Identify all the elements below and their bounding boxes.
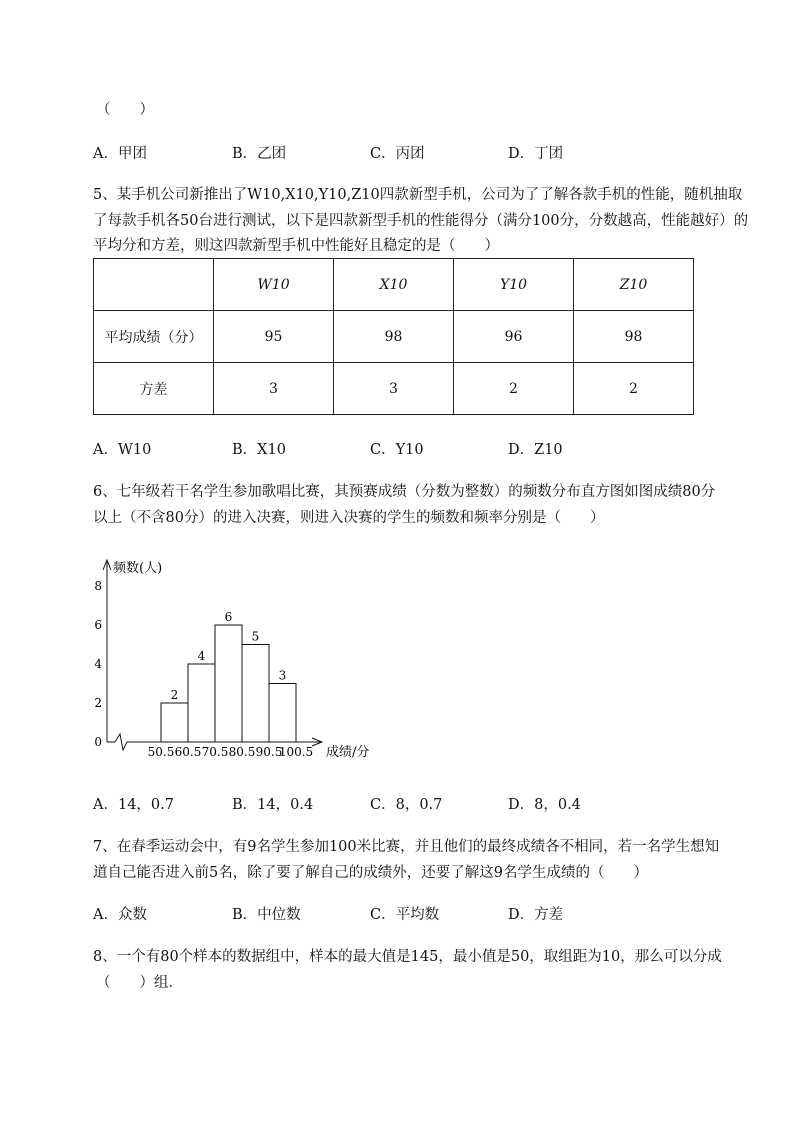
q6-option-a[interactable]: A．14，0.7 [93, 797, 174, 813]
y-tick-label: 0 [94, 735, 102, 749]
table-row-label: 方差 [94, 363, 214, 415]
table-row [94, 311, 694, 363]
table-cell: 2 [454, 363, 574, 415]
table-header-x10: X10 [334, 259, 454, 311]
q6-option-c[interactable]: C．8，0.7 [370, 797, 443, 813]
histogram-bar [188, 664, 215, 742]
q5-line-2: 了每款手机各50台进行测试，以下是四款新型手机的性能得分（满分100分，分数越高，性能越好）的 [93, 213, 749, 229]
table-cell: 3 [334, 363, 454, 415]
q7-option-c[interactable]: C．平均数 [370, 907, 440, 923]
y-tick-label: 4 [94, 657, 102, 671]
q6-line-1: 6、七年级若干名学生参加歌唱比赛，其预赛成绩（分数为整数）的频数分布直方图如图成绩80分 [93, 484, 716, 500]
y-axis-label: 频数(人) [113, 561, 163, 576]
y-tick-label: 6 [94, 618, 102, 632]
table-cell: 2 [574, 363, 694, 415]
histogram-bar [269, 684, 296, 743]
q4-option-d[interactable]: D．丁团 [508, 146, 564, 162]
table-cell: 3 [214, 363, 334, 415]
q4-option-a[interactable]: A．甲团 [93, 146, 147, 162]
x-axis-label: 成绩/分 [326, 745, 370, 760]
q6-option-b[interactable]: B．14，0.4 [232, 797, 314, 813]
x-tick-label: 90.5 [255, 745, 283, 759]
q5-option-a[interactable]: A．W10 [93, 442, 152, 458]
q5-option-c[interactable]: C．Y10 [370, 442, 424, 458]
q5-performance-table [93, 258, 694, 415]
table-header-z10: Z10 [574, 259, 694, 311]
y-tick-label: 8 [94, 579, 102, 593]
q6-option-d[interactable]: D．8，0.4 [508, 797, 581, 813]
table-row-label: 平均成绩（分） [94, 311, 214, 363]
q5-line-1: 5、某手机公司新推出了W10,X10,Y10,Z10四款新型手机，公司为了了解各款手机的性能，随机抽取 [93, 187, 743, 203]
histogram-bar [242, 645, 269, 743]
q6-line-2: 以上（不含80分）的进入决赛，则进入决赛的学生的频数和频率分别是（ ） [93, 510, 605, 526]
q5-line-3: 平均分和方差，则这四款新型手机中性能好且稳定的是（ ） [93, 238, 499, 254]
bar-data-label: 2 [170, 688, 179, 702]
q7-option-a[interactable]: A．众数 [93, 907, 147, 923]
x-tick-label: 50.5 [147, 745, 175, 759]
bar-data-label: 4 [197, 649, 206, 663]
table-cell: 98 [334, 311, 454, 363]
table-header-row [94, 259, 694, 311]
q4-answer-bracket: （ ） [96, 102, 154, 118]
q4-option-c[interactable]: C．丙团 [370, 146, 425, 162]
axis-break-icon [115, 734, 127, 750]
frequency-histogram [80, 550, 400, 770]
x-tick-label: 70.5 [201, 745, 229, 759]
histogram-bar [161, 703, 188, 742]
x-tick-label: 80.5 [228, 745, 256, 759]
bar-data-label: 6 [224, 610, 233, 624]
q5-option-d[interactable]: D．Z10 [508, 442, 563, 458]
q5-option-b[interactable]: B．X10 [232, 442, 286, 458]
q7-line-2: 道自己能否进入前5名，除了要了解自己的成绩外，还要了解这9名学生成绩的（ ） [93, 865, 648, 881]
table-cell: 98 [574, 311, 694, 363]
table-cell: 96 [454, 311, 574, 363]
q8-line-1: 8、一个有80个样本的数据组中，样本的最大值是145，最小值是50，取组距为10，那么可以分成 [93, 949, 722, 965]
q4-option-b[interactable]: B．乙团 [232, 146, 287, 162]
table-header-empty [94, 259, 214, 311]
x-tick-label: 100.5 [278, 745, 314, 759]
table-header-w10: W10 [214, 259, 334, 311]
table-row [94, 363, 694, 415]
q7-line-1: 7、在春季运动会中，有9名学生参加100米比赛，并且他们的最终成绩各不相同，若一名学生想知 [93, 839, 720, 855]
y-tick-label: 2 [94, 696, 102, 710]
q7-option-b[interactable]: B．中位数 [232, 907, 301, 923]
bar-data-label: 5 [251, 629, 260, 644]
table-cell: 95 [214, 311, 334, 363]
q8-line-2: （ ）组． [96, 975, 183, 991]
table-header-y10: Y10 [454, 259, 574, 311]
bar-data-label: 3 [278, 668, 287, 683]
histogram-bar [215, 625, 242, 742]
x-tick-label: 60.5 [174, 745, 202, 759]
q7-option-d[interactable]: D．方差 [508, 907, 564, 923]
